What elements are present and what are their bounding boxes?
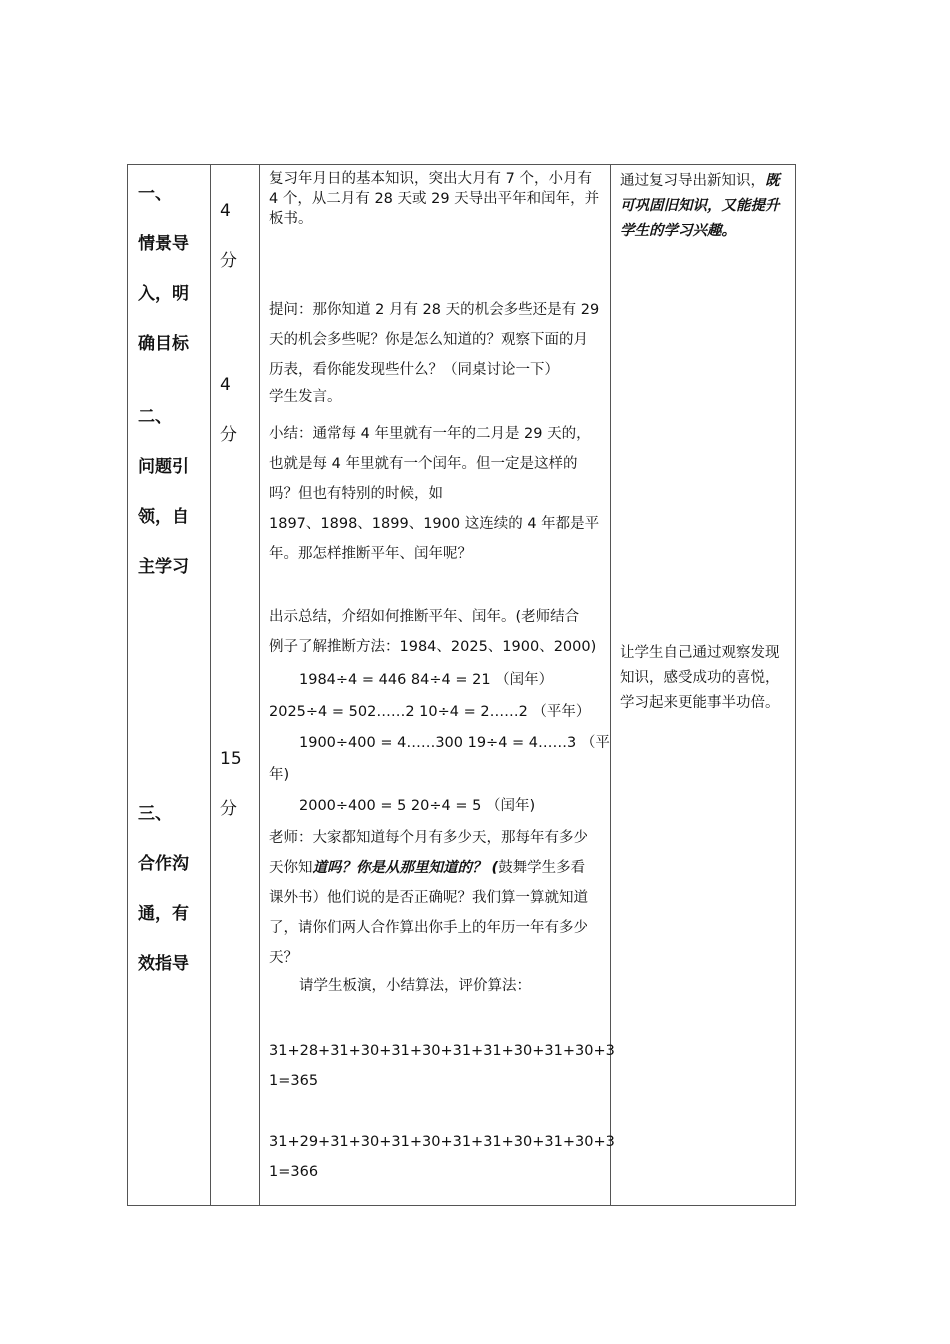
emphasis-text: 可巩固旧知识，又能提升 (620, 198, 780, 214)
stage-line: 合作沟 (138, 854, 189, 874)
text-line: 小结：通常每 4 年里就有一年的二月是 29 天的， (269, 426, 591, 442)
stage-line: 确目标 (138, 334, 189, 354)
text-line: 天的机会多些呢？你是怎么知道的？观察下面的月 (269, 332, 588, 348)
text-line: 提问：那你知道 2 月有 28 天的机会多些还是有 29 (269, 302, 600, 318)
text-line: 1=366 (269, 1164, 319, 1180)
text-line (620, 169, 795, 194)
text-line: 例子了解推断方法：1984、2025、1900、2000) (269, 639, 597, 655)
stage-line: 主学习 (138, 557, 189, 577)
stage-line: 效指导 (138, 954, 189, 974)
text-line: 31+29+31+30+31+30+31+31+30+31+30+3 (269, 1134, 615, 1150)
time-line: 4 (220, 375, 231, 395)
time-3 (220, 747, 242, 847)
stage-line: 一、 (138, 184, 172, 204)
calc-line: 年) (269, 766, 290, 783)
summary-paragraph (269, 419, 609, 569)
text-line: 出示总结，介绍如何推断平年、闰年。(老师结合 (269, 609, 580, 625)
emphasis-text: 既 (765, 173, 780, 189)
time-line: 分 (220, 251, 237, 271)
emphasis-text: 学生的学习兴趣。 (620, 223, 736, 239)
text-line (269, 853, 609, 883)
stage-line: 三、 (138, 804, 172, 824)
question-paragraph (269, 295, 609, 385)
time-line: 15 (220, 749, 242, 769)
text-line: 复习年月日的基本知识，突出大月有 7 个，小月有 (269, 171, 592, 187)
calc-line: 2025÷4 = 502……2 10÷4 = 2……2 （平年） (269, 703, 591, 720)
text-segment: 天你知 (269, 860, 313, 876)
text-line: 板书。 (269, 211, 313, 227)
calculation-examples (269, 665, 609, 823)
calc-line: 1984÷4 = 446 84÷4 = 21 （闰年） (299, 672, 554, 688)
time-line: 4 (220, 201, 231, 221)
time-column (211, 165, 259, 1205)
stage-line: 入，明 (138, 284, 189, 304)
text-line: 年。那怎样推断平年、闰年呢？ (269, 546, 472, 562)
stage-line: 情景导 (138, 234, 189, 254)
stage-line: 通，有 (138, 904, 189, 924)
text-line: 了，请你们两人合作算出你手上的年历一年有多少 (269, 920, 588, 936)
time-1 (220, 199, 237, 299)
calc-line: 1900÷400 = 4……300 19÷4 = 4……3 （平 (299, 735, 610, 751)
stage-1 (138, 182, 189, 382)
text-line: 课外书）他们说的是否正确呢？我们算一算就知道 (269, 890, 588, 906)
content-column (260, 165, 615, 1205)
stage-column (128, 165, 210, 1205)
text-line: 也就是每 4 年里就有一个闰年。但一定是这样的 (269, 456, 578, 472)
stage-line: 问题引 (138, 457, 189, 477)
note-2 (620, 641, 795, 716)
lesson-plan-table (127, 164, 796, 1206)
board-work-paragraph (269, 976, 609, 996)
text-line: 1=365 (269, 1073, 319, 1089)
time-2 (220, 373, 237, 473)
text-line: 31+28+31+30+31+30+31+31+30+31+30+3 (269, 1043, 615, 1059)
time-line: 分 (220, 799, 237, 819)
note-1 (620, 169, 795, 244)
text-line: 4 个，从二月有 28 天或 29 天导出平年和闰年，并 (269, 191, 600, 207)
teacher-paragraph (269, 823, 609, 973)
sum-366 (269, 1127, 615, 1187)
student-speak (269, 387, 609, 407)
text-line: 吗？但也有特别的时候，如 (269, 486, 443, 502)
stage-line: 领，自 (138, 507, 189, 527)
text-line: 历表，看你能发现些什么？（同桌讨论一下） (269, 362, 559, 378)
text-line: 1897、1898、1899、1900 这连续的 4 年都是平 (269, 516, 600, 532)
text-line: 让学生自己通过观察发现 (620, 645, 780, 661)
text-segment: 通过复习导出新知识， (620, 173, 765, 189)
method-paragraph (269, 602, 609, 662)
emphasis-text: 道吗？你是从那里知道的？ ( (312, 860, 499, 876)
review-paragraph (269, 169, 609, 229)
notes-column (611, 165, 796, 1205)
text-line: 请学生板演，小结算法，评价算法： (299, 978, 531, 994)
text-segment: 鼓舞学生多看 (498, 860, 586, 876)
text-line: 天？ (269, 950, 298, 966)
text-line: 老师：大家都知道每个月有多少天，那每年有多少 (269, 830, 588, 846)
time-line: 分 (220, 425, 237, 445)
sum-365 (269, 1036, 615, 1096)
stage-3 (138, 802, 189, 1002)
text-line: 学习起来更能事半功倍。 (620, 695, 780, 711)
stage-line: 二、 (138, 407, 172, 427)
text-line: 学生发言。 (269, 389, 342, 405)
stage-2 (138, 405, 189, 605)
text-line: 知识，感受成功的喜悦， (620, 670, 780, 686)
calc-line: 2000÷400 = 5 20÷4 = 5 （闰年) (299, 798, 536, 814)
